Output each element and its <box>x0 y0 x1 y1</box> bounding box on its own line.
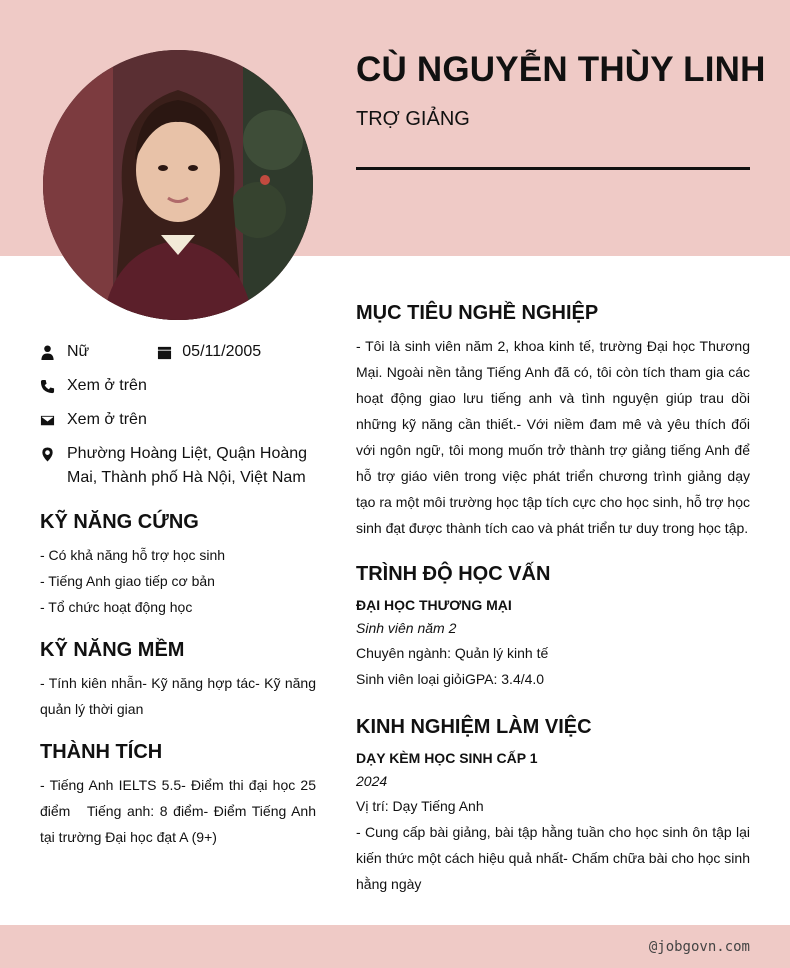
experience-title: KINH NGHIỆM LÀM VIỆC <box>356 716 592 738</box>
experience-role: Vị trí: Dạy Tiếng Anh <box>356 798 484 814</box>
person-icon <box>40 340 67 364</box>
address-row <box>40 442 320 490</box>
experience-year: 2024 <box>356 773 388 789</box>
experience-section <box>356 716 750 897</box>
education-title: TRÌNH ĐỘ HỌC VẤN <box>356 563 551 585</box>
birthday-value: 05/11/2005 <box>182 343 262 360</box>
calendar-icon <box>157 340 182 364</box>
hard-skills-section <box>40 511 316 620</box>
experience-job: DẠY KÈM HỌC SINH CẤP 1 <box>356 750 538 766</box>
candidate-name: CÙ NGUYỄN THÙY LINH <box>356 50 766 89</box>
education-school: ĐẠI HỌC THƯƠNG MẠI <box>356 597 512 613</box>
education-gpa: Sinh viên loại giỏiGPA: 3.4/4.0 <box>356 671 545 687</box>
phone-row <box>40 374 320 398</box>
achievements-title: THÀNH TÍCH <box>40 741 163 763</box>
gender-value: Nữ <box>67 343 90 360</box>
profile-photo-illustration <box>43 50 313 320</box>
mail-icon <box>40 408 67 432</box>
achievements-section <box>40 741 320 850</box>
hard-skill-item: - Tổ chức hoạt động học <box>40 599 193 615</box>
address-value: Phường Hoàng Liệt, Quận Hoàng Mai, Thành phố Hà Nội, Việt Nam <box>67 445 308 486</box>
objective-text: - Tôi là sinh viên năm 2, khoa kinh tế, trường Đại học Thương Mại. Ngoài nền tảng Tiếng Anh đã có, tôi còn tích tham gia các hoạt động giao lưu tiếng anh và tình nguyện giúp trau dồi những kỹ năng cần thiết.- Với niềm đam mê và yêu thích đối với ngôn ngữ, tôi mong muốn trở thành trợ giảng tiếng Anh để hỗ trợ giáo viên trong việc phát triển chương trình giảng dạy tạo ra một môi trường học tập tích cực cho học sinh, hỗ trợ học sinh đạt được thành tích cao và phát triển tư duy trong học tập. <box>356 338 750 536</box>
footer-band <box>0 925 790 968</box>
soft-skills-section <box>40 639 316 722</box>
objective-title: MỤC TIÊU NGHỀ NGHIỆP <box>356 302 599 324</box>
education-major: Chuyên ngành: Quản lý kinh tế <box>356 645 549 661</box>
birthday-group <box>157 340 261 364</box>
phone-value: Xem ở trên <box>67 377 147 394</box>
soft-skills-title: KỸ NĂNG MỀM <box>40 639 185 661</box>
header-divider <box>356 167 750 170</box>
location-pin-icon <box>40 442 67 466</box>
education-status: Sinh viên năm 2 <box>356 620 457 636</box>
education-section <box>356 563 750 692</box>
achievements-text: - Tiếng Anh IELTS 5.5- Điểm thi đại học 25 điểm Tiếng anh: 8 điểm- Điểm Tiếng Anh tại trường Đại học đạt A (9+) <box>40 777 320 845</box>
candidate-position: TRỢ GIẢNG <box>356 108 470 130</box>
hard-skill-item: - Có khả năng hỗ trợ học sinh <box>40 547 226 563</box>
objective-section <box>356 302 750 541</box>
personal-info <box>40 340 320 500</box>
soft-skills-text: - Tính kiên nhẫn- Kỹ năng hợp tác- Kỹ năng quản lý thời gian <box>40 675 316 717</box>
hard-skills-title: KỸ NĂNG CỨNG <box>40 511 199 533</box>
phone-icon <box>40 374 67 398</box>
footer-brand: @jobgovn.com <box>648 939 750 955</box>
gender-birthday-row <box>40 340 320 364</box>
experience-description: - Cung cấp bài giảng, bài tập hằng tuần cho học sinh ôn tập lại kiến thức một cách hiệu quả nhất- Chấm chữa bài cho học sinh hằng ngày <box>356 824 750 892</box>
email-row <box>40 408 320 432</box>
hard-skill-item: - Tiếng Anh giao tiếp cơ bản <box>40 573 215 589</box>
email-value: Xem ở trên <box>67 411 147 428</box>
profile-photo <box>43 50 313 320</box>
